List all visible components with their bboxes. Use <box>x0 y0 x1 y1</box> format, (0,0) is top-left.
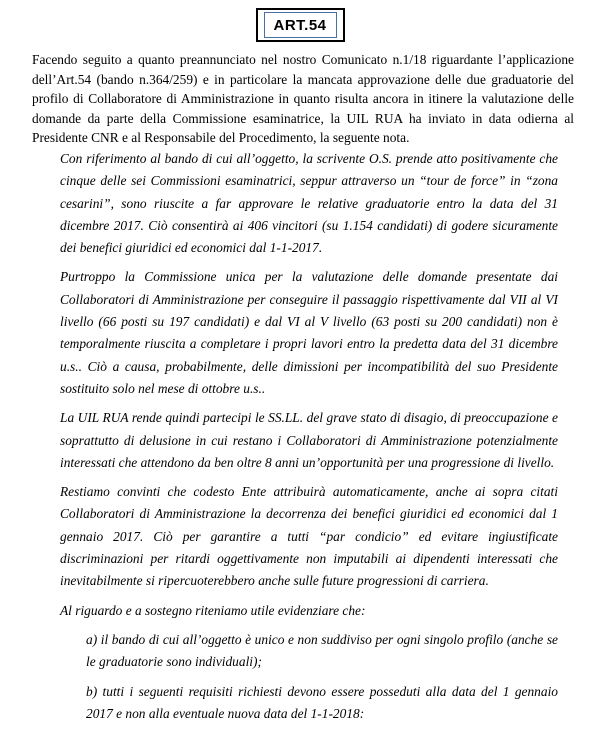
letter-paragraph: Restiamo convinti che codesto Ente attribuirà automaticamente, anche ai sopra citati Collaboratori di Amministrazione la decorrenza dei benefici giuridici ed economici dal 1 gennaio 2017. Ciò per garantire a tutti “par condicio” ed evitare ingiustificate discriminazioni per ritardi oggettivamente non imputabili ai dipendenti interessati che inevitabilmente si ripercuoterebbero anche sulle future progressioni di carriera. <box>60 484 558 589</box>
list-item: a) il bando di cui all’oggetto è unico e non suddiviso per ogni singolo profilo (anche se le graduatorie sono individuali); <box>86 631 558 670</box>
letter-paragraph: La UIL RUA rende quindi partecipi le SS.LL. del grave stato di disagio, di preoccupazione e soprattutto di delusione in cui restano i Collaboratori di Amministrazione potenzialmente interessati che attendono da ben oltre 8 anni un’opportunità per una progressione di livello. <box>60 410 558 470</box>
list-item: b) tutti i seguenti requisiti richiesti devono essere posseduti alla data del 1 gennaio 2017 e non alla eventuale nuova data del 1-1-2018: <box>86 683 558 721</box>
intro-paragraph: Facendo seguito a quanto preannunciato nel nostro Comunicato n.1/18 riguardante l’applicazione dell’Art.54 (bando n.364/259) e in particolare la mancata approvazione delle due graduatorie del profilo di Collaboratore di Amministrazione in quanto risulta ancora in itinere la valutazione delle domande da parte della Commissione esaminatrice, la UIL RUA ha inviato in data odierna al Presidente CNR e al Responsabile del Procedimento, la seguente nota. <box>32 52 574 145</box>
letter-paragraph: Al riguardo e a sostegno riteniamo utile evidenziare che: <box>60 602 366 618</box>
title-container <box>0 8 600 42</box>
title-box <box>256 8 345 42</box>
document-title: ART.54 <box>264 12 337 38</box>
letter-paragraph: Purtroppo la Commissione unica per la valutazione delle domande presentate dai Collaboratori di Amministrazione per conseguire il passaggio rispettivamente dal VII al VI livello (66 posti su 197 candidati) e dal VI al V livello (63 posti su 200 candidati) non è temporalmente riuscita a completare i propri lavori entro la predetta data del 31 dicembre u.s.. Ciò a causa, probabilmente, delle dimissioni per incompatibilità del suo Presidente sostituito solo nel mese di ottobre u.s.. <box>60 269 558 396</box>
letter-paragraph: Con riferimento al bando di cui all’oggetto, la scrivente O.S. prende atto positivamente che cinque delle sei Commissioni esaminatrici, seppur attraverso un “tour de force” in “zona cesarini”, sono riuscite a far approvare le relative graduatorie entro la data del 31 dicembre 2017. Ciò consentirà ai 406 vincitori (su 1.154 candidati) di godere sicuramente dei benefici giuridici ed economici dal 1-1-2017. <box>60 151 558 256</box>
quoted-letter <box>60 148 558 732</box>
